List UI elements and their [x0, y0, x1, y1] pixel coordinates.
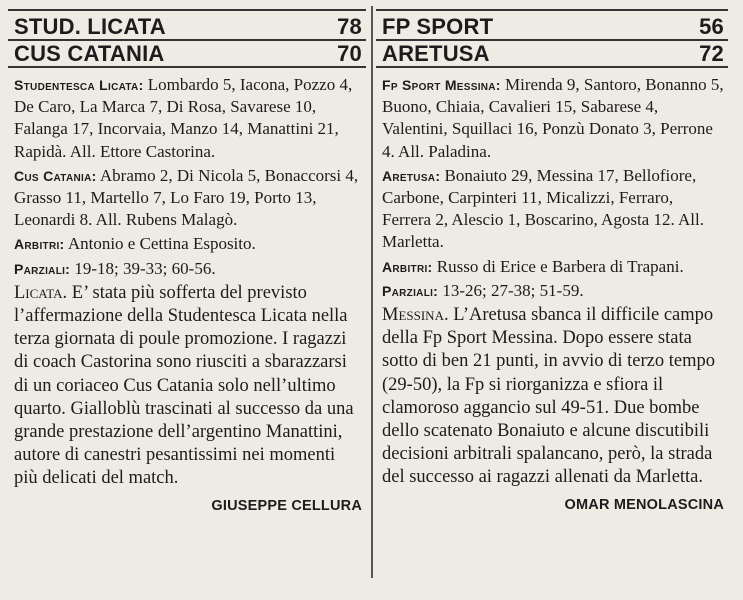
team-score: 72 — [699, 41, 724, 66]
article-body — [382, 304, 724, 490]
article-text: E’ stata più sofferta del previsto l’affermazione della Studentesca Licata nella terza giornata di poule promozione. I ragazzi di coach Castorina sono riusciti a sbarazzarsi di un coriaceo Cus Catania solo nell’ultimo quarto. Gialloblù trascinati al successo da una grande prestazione dell’argentino Manattini, autore di canestri pesantissimi nei momenti più delicati del match. — [14, 282, 354, 489]
score-row-away — [376, 41, 728, 68]
partials — [382, 280, 724, 302]
byline: OMAR MENOLASCINA — [564, 496, 724, 513]
lineup-text: Bonaiuto 29, Messina 17, Bellofiore, Carbone, Carpinteri 11, Micalizzi, Ferraro, Ferrera 2, Alescio 1, Boscarino, Agosta 12. All. Marletta. — [382, 165, 705, 252]
team-score: 70 — [337, 41, 362, 66]
byline: GIUSEPPE CELLURA — [211, 497, 362, 514]
team-score: 56 — [699, 14, 724, 39]
lineup-label: Aretusa: — [382, 167, 441, 184]
referees-text: Russo di Erice e Barbera di Trapani. — [432, 256, 684, 276]
team-name: STUD. LICATA — [14, 14, 166, 39]
score-row-home — [8, 14, 366, 41]
team-score: 78 — [337, 14, 362, 39]
article-text: L’Aretusa sbanca il difficile campo della Fp Sport Messina. Dopo essere stata sotto di ben 21 punti, in avvio di terzo tempo (29-50), la Fp si riorganizza e sfiora il clamoroso aggancio sul 49-51. Due bombe dello scatenato Bonaiuto e alcune discutibili decisioni arbitrali spalancano, però, la strada del successo ai ragazzi allenati da Marletta. — [382, 305, 715, 488]
lineup-home — [14, 74, 362, 163]
score-row-home — [376, 14, 728, 41]
top-rule — [376, 9, 728, 11]
lineup-text: Abramo 2, Di Nicola 5, Bonaccorsi 4, Grasso 11, Martello 7, Lo Faro 19, Porto 13, Leonardi 8. All. Rubens Malagò. — [14, 165, 359, 230]
column-divider — [371, 6, 373, 578]
lineup-label: Fp Sport Messina: — [382, 77, 501, 93]
referees-label: Arbitri: — [382, 258, 433, 275]
dateline: Messina. — [382, 305, 449, 326]
partials-text: 19-18; 39-33; 60-56. — [70, 258, 216, 278]
lineup-label: Cus Catania: — [14, 167, 97, 184]
top-rule — [8, 9, 366, 11]
partials-label: Parziali: — [382, 282, 439, 299]
team-name: FP SPORT — [382, 14, 494, 39]
score-row-away — [8, 41, 366, 68]
referees — [382, 256, 724, 278]
referees — [14, 233, 362, 255]
lineup-away — [382, 165, 724, 254]
team-name: CUS CATANIA — [14, 41, 165, 66]
right-column — [376, 0, 728, 600]
dateline: Licata. — [14, 282, 68, 303]
article-body — [14, 282, 362, 491]
left-column — [8, 0, 366, 600]
match-details — [376, 68, 728, 516]
lineup-away — [14, 165, 362, 232]
partials-text: 13-26; 27-38; 51-59. — [438, 280, 584, 300]
lineup-label: Studentesca Licata: — [14, 77, 144, 93]
partials — [14, 258, 362, 280]
partials-label: Parziali: — [14, 260, 71, 277]
lineup-home — [382, 74, 724, 163]
match-details — [8, 68, 366, 517]
lineup-text: Mirenda 9, Santoro, Bonanno 5, Buono, Chiaia, Cavalieri 15, Sabarese 4, Valentini, Squillaci 16, Ponzù Donato 3, Perrone 4. All. Paladina. — [382, 75, 724, 161]
team-name: ARETUSA — [382, 41, 490, 66]
referees-text: Antonio e Cettina Esposito. — [64, 234, 256, 254]
referees-label: Arbitri: — [14, 236, 65, 253]
lineup-text: Lombardo 5, Iacona, Pozzo 4, De Caro, La Marca 7, Di Rosa, Savarese 10, Falanga 17, Incorvaia, Manzo 14, Manattini 21, Rapidà. All. Ettore Castorina. — [14, 75, 353, 161]
